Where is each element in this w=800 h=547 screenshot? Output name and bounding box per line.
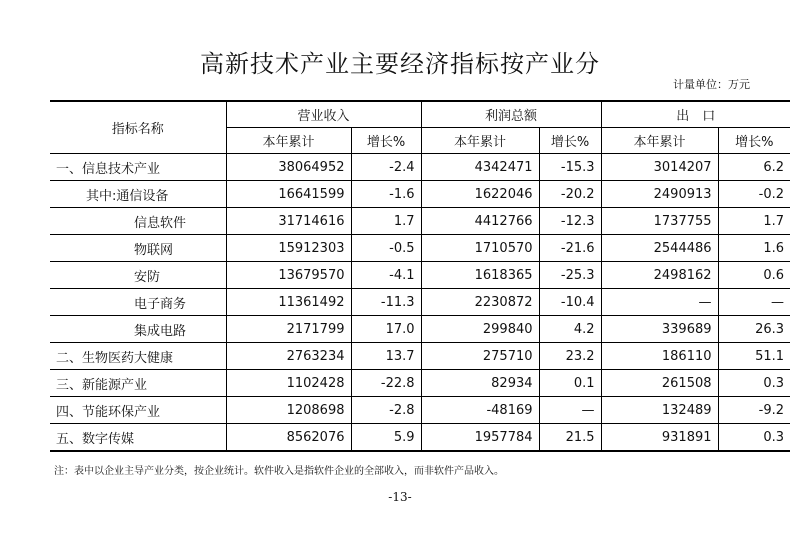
revenue-value: 2171799 bbox=[226, 316, 351, 343]
revenue-value: 38064952 bbox=[226, 154, 351, 181]
revenue-growth: 5.9 bbox=[351, 424, 421, 452]
table-row bbox=[50, 316, 790, 343]
profit-growth: 0.1 bbox=[539, 370, 601, 397]
export-growth: -0.2 bbox=[718, 181, 790, 208]
revenue-value: 1208698 bbox=[226, 397, 351, 424]
revenue-value: 16641599 bbox=[226, 181, 351, 208]
revenue-value: 13679570 bbox=[226, 262, 351, 289]
export-value: 339689 bbox=[601, 316, 718, 343]
profit-growth: -10.4 bbox=[539, 289, 601, 316]
profit-growth: 23.2 bbox=[539, 343, 601, 370]
profit-value: 299840 bbox=[421, 316, 539, 343]
table-row bbox=[50, 289, 790, 316]
table-row bbox=[50, 343, 790, 370]
header-revenue-growth: 增长% bbox=[351, 128, 421, 154]
profit-value: 1957784 bbox=[421, 424, 539, 452]
table-row bbox=[50, 370, 790, 397]
table-row bbox=[50, 397, 790, 424]
row-label: 电子商务 bbox=[50, 289, 226, 316]
footnote: 注：表中以企业主导产业分类，按企业统计。软件收入是指软件企业的全部收入，而非软件产品收入。 bbox=[54, 466, 504, 477]
revenue-value: 15912303 bbox=[226, 235, 351, 262]
export-growth: — bbox=[718, 289, 790, 316]
row-label: 四、节能环保产业 bbox=[50, 397, 226, 424]
profit-value: 1710570 bbox=[421, 235, 539, 262]
export-value: 2544486 bbox=[601, 235, 718, 262]
profit-value: -48169 bbox=[421, 397, 539, 424]
export-value: 132489 bbox=[601, 397, 718, 424]
revenue-growth: -1.6 bbox=[351, 181, 421, 208]
row-label: 集成电路 bbox=[50, 316, 226, 343]
page-number: -13- bbox=[388, 490, 412, 504]
export-value: — bbox=[601, 289, 718, 316]
header-export-growth: 增长% bbox=[718, 128, 790, 154]
header-indicator-name: 指标名称 bbox=[50, 101, 226, 154]
profit-growth: -15.3 bbox=[539, 154, 601, 181]
table-row bbox=[50, 208, 790, 235]
header-profit-ytd: 本年累计 bbox=[421, 128, 539, 154]
profit-growth: -25.3 bbox=[539, 262, 601, 289]
row-label: 信息软件 bbox=[50, 208, 226, 235]
header-profit: 利润总额 bbox=[421, 101, 601, 128]
export-value: 186110 bbox=[601, 343, 718, 370]
row-label: 五、数字传媒 bbox=[50, 424, 226, 452]
export-growth: 0.3 bbox=[718, 370, 790, 397]
header-export: 出 口 bbox=[601, 101, 790, 128]
row-label: 二、生物医药大健康 bbox=[50, 343, 226, 370]
revenue-value: 1102428 bbox=[226, 370, 351, 397]
row-label: 安防 bbox=[50, 262, 226, 289]
revenue-growth: 17.0 bbox=[351, 316, 421, 343]
row-label: 其中:通信设备 bbox=[50, 181, 226, 208]
profit-value: 275710 bbox=[421, 343, 539, 370]
header-revenue: 营业收入 bbox=[226, 101, 421, 128]
revenue-value: 31714616 bbox=[226, 208, 351, 235]
revenue-growth: -0.5 bbox=[351, 235, 421, 262]
row-label: 物联网 bbox=[50, 235, 226, 262]
revenue-growth: -11.3 bbox=[351, 289, 421, 316]
profit-growth: -20.2 bbox=[539, 181, 601, 208]
export-value: 3014207 bbox=[601, 154, 718, 181]
table-row bbox=[50, 262, 790, 289]
profit-value: 2230872 bbox=[421, 289, 539, 316]
export-growth: 1.7 bbox=[718, 208, 790, 235]
profit-growth: -12.3 bbox=[539, 208, 601, 235]
profit-growth: — bbox=[539, 397, 601, 424]
export-growth: 51.1 bbox=[718, 343, 790, 370]
indicators-table bbox=[50, 100, 790, 452]
revenue-growth: -4.1 bbox=[351, 262, 421, 289]
export-growth: 0.3 bbox=[718, 424, 790, 452]
profit-growth: -21.6 bbox=[539, 235, 601, 262]
page-title: 高新技术产业主要经济指标按产业分 bbox=[200, 50, 600, 78]
revenue-growth: -22.8 bbox=[351, 370, 421, 397]
profit-value: 82934 bbox=[421, 370, 539, 397]
row-label: 一、信息技术产业 bbox=[50, 154, 226, 181]
revenue-growth: -2.8 bbox=[351, 397, 421, 424]
header-export-ytd: 本年累计 bbox=[601, 128, 718, 154]
table-row bbox=[50, 181, 790, 208]
profit-value: 1622046 bbox=[421, 181, 539, 208]
export-growth: 26.3 bbox=[718, 316, 790, 343]
header-profit-growth: 增长% bbox=[539, 128, 601, 154]
export-value: 931891 bbox=[601, 424, 718, 452]
revenue-value: 2763234 bbox=[226, 343, 351, 370]
export-value: 2490913 bbox=[601, 181, 718, 208]
profit-value: 4342471 bbox=[421, 154, 539, 181]
export-growth: 1.6 bbox=[718, 235, 790, 262]
export-value: 261508 bbox=[601, 370, 718, 397]
export-growth: 0.6 bbox=[718, 262, 790, 289]
revenue-value: 11361492 bbox=[226, 289, 351, 316]
table-row bbox=[50, 424, 790, 452]
profit-growth: 21.5 bbox=[539, 424, 601, 452]
profit-value: 4412766 bbox=[421, 208, 539, 235]
table-row bbox=[50, 235, 790, 262]
row-label: 三、新能源产业 bbox=[50, 370, 226, 397]
table-row bbox=[50, 154, 790, 181]
unit-label: 计量单位：万元 bbox=[673, 78, 750, 91]
revenue-value: 8562076 bbox=[226, 424, 351, 452]
header-revenue-ytd: 本年累计 bbox=[226, 128, 351, 154]
export-growth: 6.2 bbox=[718, 154, 790, 181]
export-value: 2498162 bbox=[601, 262, 718, 289]
profit-growth: 4.2 bbox=[539, 316, 601, 343]
revenue-growth: -2.4 bbox=[351, 154, 421, 181]
profit-value: 1618365 bbox=[421, 262, 539, 289]
revenue-growth: 1.7 bbox=[351, 208, 421, 235]
export-value: 1737755 bbox=[601, 208, 718, 235]
header-row-1 bbox=[50, 101, 790, 128]
export-growth: -9.2 bbox=[718, 397, 790, 424]
revenue-growth: 13.7 bbox=[351, 343, 421, 370]
